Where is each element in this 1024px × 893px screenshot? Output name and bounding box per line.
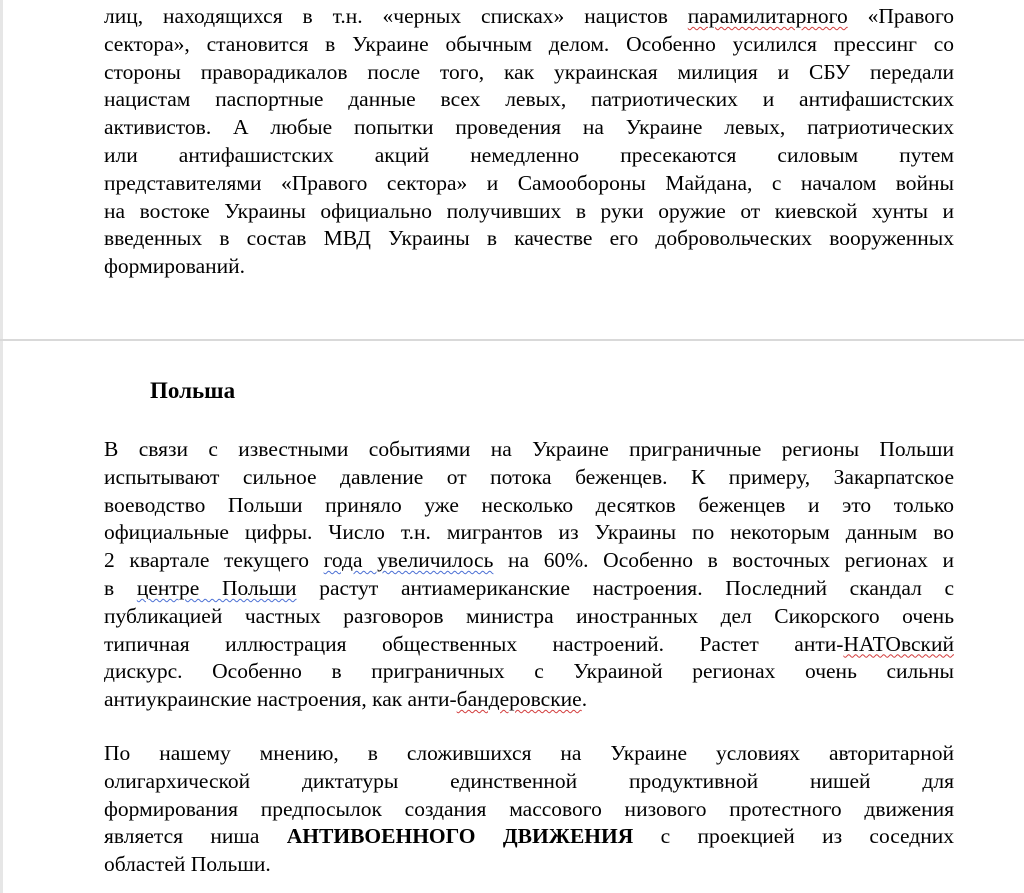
- text-line: является ниша АНТИВОЕННОГО ДВИЖЕНИЯ с проекцией из соседних: [104, 824, 955, 849]
- text-line: формирований.: [104, 254, 246, 279]
- text-line: официальные цифры. Число т.н. мигрантов из Украины по некоторым данным во: [104, 520, 954, 545]
- text-line: активистов. А любые попытки проведения на Украине левых, патриотических: [104, 115, 954, 140]
- text-line: В связи с известными событиями на Украине приграничные регионы Польши: [104, 437, 954, 461]
- text-line: областей Польши.: [104, 852, 271, 877]
- section-heading: Польша: [150, 378, 236, 403]
- text-line: типичная иллюстрация общественных настроений. Растет анти-НАТОвский: [104, 631, 954, 656]
- text-line: олигархической диктатуры единственной продуктивной нишей для: [104, 768, 954, 793]
- text-line: нацистам паспортные данные всех левых, патриотических и антифашистских: [104, 87, 954, 112]
- text-line: сектора», становится в Украине обычным делом. Особенно усилился прессинг со: [104, 31, 954, 56]
- text-line: формирования предпосылок создания массового низового протестного движения: [104, 796, 954, 821]
- spellcheck-flagged-word[interactable]: бандеровские: [456, 687, 582, 712]
- text-line: в центре Польши растут антиамериканские настроения. Последний скандал с: [104, 575, 954, 600]
- text-line: публикацией частных разговоров министра иностранных дел Сикорского очень: [104, 603, 954, 628]
- page2-paragraph-2: [104, 740, 954, 879]
- text-line: 2 квартале текущего года увеличилось на 60%. Особенно в восточных регионах и: [104, 548, 954, 573]
- grammar-flagged-phrase[interactable]: центре Польши: [136, 575, 297, 600]
- text-line: представителями «Правого сектора» и Самообороны Майдана, с началом войны: [104, 170, 954, 195]
- text-line: испытывают сильное давление от потока беженцев. К примеру, Закарпатское: [104, 464, 954, 489]
- page2-paragraph-1: [104, 436, 954, 714]
- text-line: воеводство Польши приняло уже несколько десятков беженцев и это только: [104, 492, 954, 517]
- spellcheck-flagged-word[interactable]: парамилитарного: [687, 4, 848, 28]
- text-line: на востоке Украины официально получивших в руки оружие от киевской хунты и: [104, 198, 954, 223]
- text-line: стороны праворадикалов после того, как украинская милиция и СБУ передали: [104, 59, 954, 84]
- text-line: введенных в состав МВД Украины в качестве его добровольческих вооруженных: [104, 226, 954, 251]
- page1-paragraph: [104, 3, 954, 281]
- text-line: лиц, находящихся в т.н. «черных списках» нацистов парамилитарного «Правого: [104, 4, 954, 28]
- spellcheck-flagged-word[interactable]: НАТОвский: [843, 631, 954, 656]
- grammar-flagged-phrase[interactable]: года увеличилось: [323, 548, 494, 573]
- bold-emphasis: АНТИВОЕННОГО ДВИЖЕНИЯ: [286, 824, 634, 849]
- text-line: антиукраинские настроения, как анти-бандеровские.: [104, 687, 588, 712]
- text-line: По нашему мнению, в сложившихся на Украине условиях авторитарной: [104, 741, 954, 765]
- text-line: или антифашистских акций немедленно пресекаются силовым путем: [104, 142, 954, 167]
- text-line: дискурс. Особенно в приграничных с Украиной регионах очень сильны: [104, 659, 954, 684]
